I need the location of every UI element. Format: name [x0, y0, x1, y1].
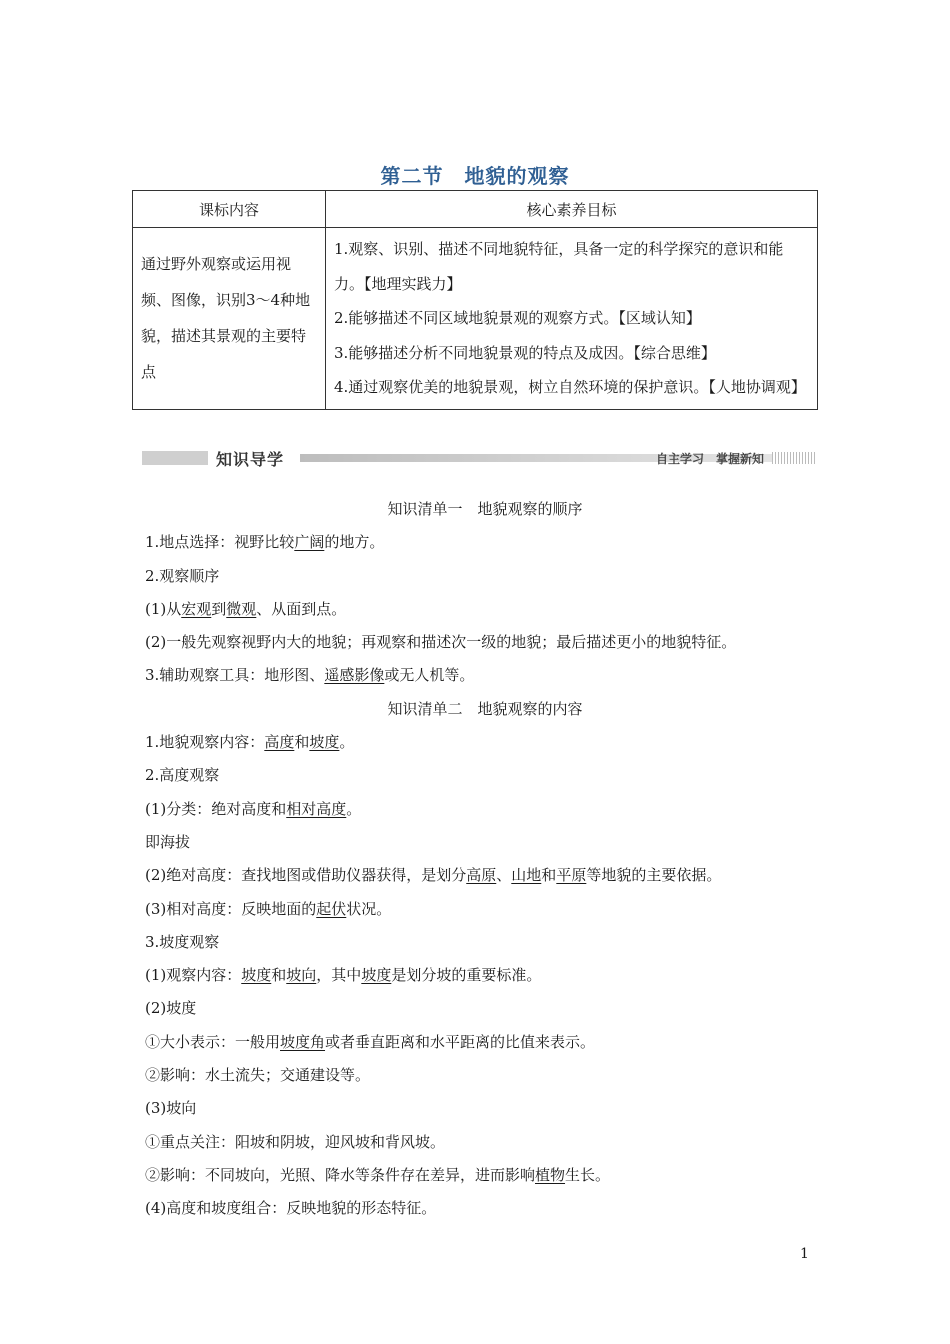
answer-blank: 起伏	[316, 899, 347, 918]
text-line: (1)观察内容：坡度和坡向，其中坡度是划分坡的重要标准。	[145, 966, 542, 985]
objectives-table	[132, 190, 818, 410]
answer-blank: 坡度	[241, 966, 272, 985]
table-header-row	[133, 191, 818, 228]
text-line: 3.坡度观察	[145, 932, 220, 951]
answer-blank: 平原	[556, 866, 587, 885]
text-line: (2)坡度	[145, 999, 197, 1018]
section-heading: 知识清单一 地貌观察的顺序	[387, 500, 583, 518]
text-line: (3)相对高度：反映地面的起伏状况。	[145, 899, 392, 918]
text-line: (1)分类：绝对高度和相对高度。	[145, 799, 362, 818]
standard-content-cell: 通过野外观察或运用视频、图像，识别3～4种地貌，描述其景观的主要特点	[133, 228, 326, 410]
text-line: (1)从宏观到微观、从面到点。	[145, 599, 347, 618]
answer-blank: 坡度	[309, 733, 340, 752]
answer-blank: 高度	[264, 733, 295, 752]
text-line: 2.观察顺序	[145, 566, 220, 585]
banner-title: 知识导学	[216, 450, 285, 469]
text-line: 2.高度观察	[145, 766, 220, 785]
text-line: 1.地貌观察内容：高度和坡度。	[145, 733, 355, 752]
text-line: 1.地点选择：视野比较广阔的地方。	[145, 533, 385, 552]
page-title: 第二节 地貌的观察	[380, 164, 570, 188]
main-content	[145, 493, 825, 1226]
section-banner	[142, 447, 816, 469]
answer-blank: 微观	[226, 599, 257, 618]
answer-blank: 坡向	[286, 966, 317, 985]
answer-blank: 植物	[535, 1165, 566, 1184]
answer-blank: 坡度角	[280, 1032, 326, 1051]
answer-blank: 坡度	[361, 966, 392, 985]
text-line: (4)高度和坡度组合：反映地貌的形态特征。	[145, 1199, 437, 1218]
text-line: ②影响：水土流失；交通建设等。	[145, 1066, 371, 1085]
goal-item: 3.能够描述分析不同地貌景观的特点及成因。【综合思维】	[334, 343, 716, 362]
table-header-goals: 核心素养目标	[326, 191, 818, 228]
banner-subtitle: 自主学习 掌握新知	[656, 452, 765, 466]
answer-blank: 广阔	[294, 533, 325, 552]
text-line: (2)绝对高度：查找地图或借助仪器获得，是划分高原、山地和平原等地貌的主要依据。	[145, 866, 722, 885]
answer-blank: 宏观	[181, 599, 212, 618]
banner-stripes	[772, 452, 816, 464]
text-line: 3.辅助观察工具：地形图、遥感影像或无人机等。	[145, 666, 475, 685]
goal-item: 1.观察、识别、描述不同地貌特征，具备一定的科学探究的意识和能力。【地理实践力】	[334, 240, 784, 293]
section-heading: 知识清单二 地貌观察的内容	[387, 699, 583, 718]
text-line: 即海拔	[145, 832, 191, 851]
answer-blank: 相对高度	[286, 799, 347, 818]
text-line: (2)一般先观察视野内大的地貌；再观察和描述次一级的地貌；最后描述更小的地貌特征。	[145, 633, 737, 652]
text-line: ②影响：不同坡向，光照、降水等条件存在差异，进而影响植物生长。	[145, 1165, 611, 1184]
banner-decoration	[142, 451, 208, 465]
answer-blank: 山地	[511, 866, 542, 885]
goal-item: 2.能够描述不同区域地貌景观的观察方式。【区域认知】	[334, 309, 701, 327]
text-line: (3)坡向	[145, 1099, 197, 1118]
table-row	[133, 228, 818, 410]
goals-cell	[326, 228, 818, 410]
text-line: ①重点关注：阳坡和阴坡，迎风坡和背风坡。	[145, 1132, 446, 1151]
text-line: ①大小表示：一般用坡度角或者垂直距离和水平距离的比值来表示。	[145, 1032, 596, 1051]
table-header-standard: 课标内容	[133, 191, 326, 228]
answer-blank: 高原	[466, 866, 497, 885]
answer-blank: 遥感影像	[324, 666, 385, 685]
page-number: 1	[800, 1246, 809, 1262]
goal-item: 4.通过观察优美的地貌景观，树立自然环境的保护意识。【人地协调观】	[334, 378, 806, 396]
